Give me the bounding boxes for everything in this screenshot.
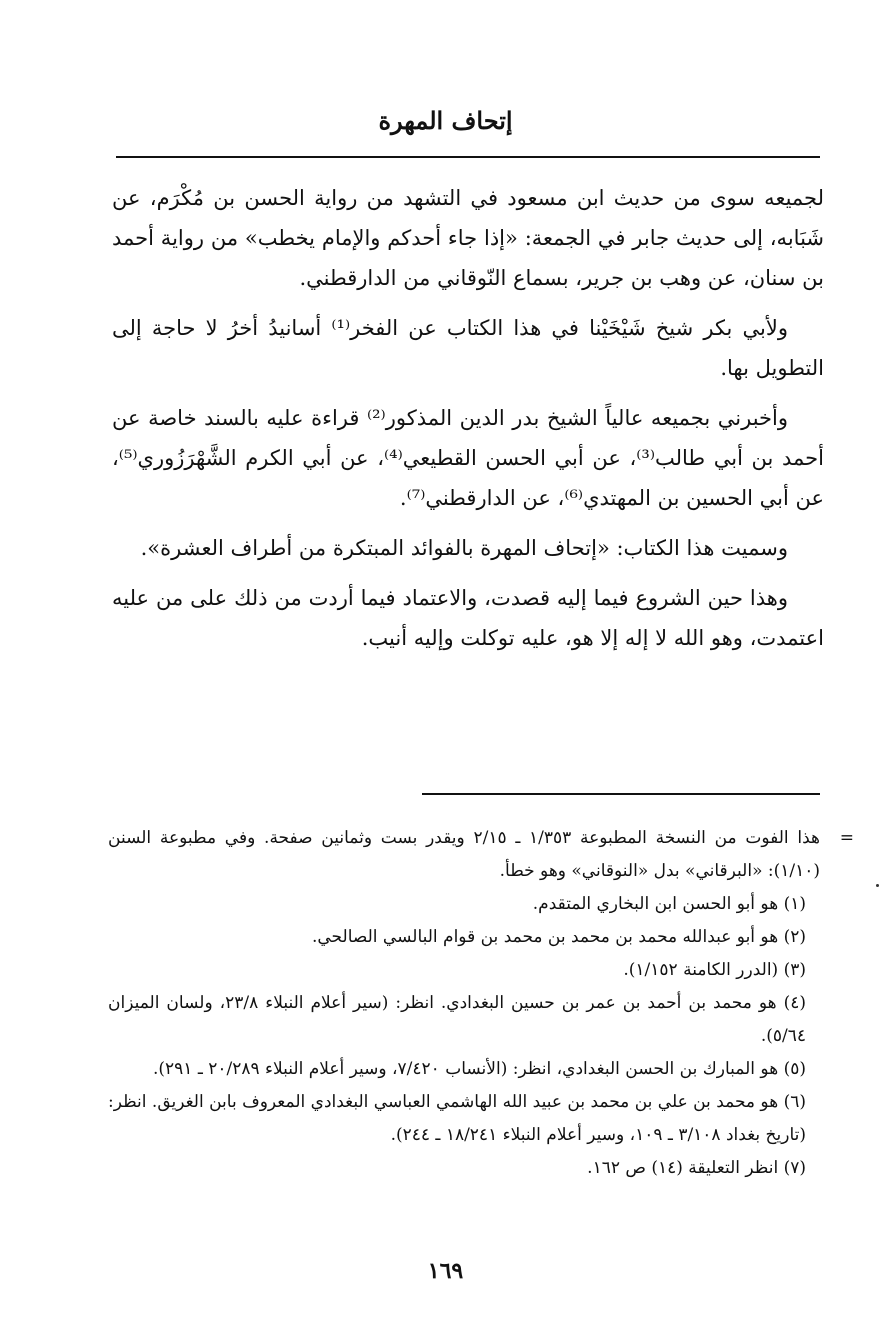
body-paragraph: وسميت هذا الكتاب: «إتحاف المهرة بالفوائد المبتكرة من أطراف العشرة».	[140, 536, 788, 560]
header-rule	[116, 156, 820, 158]
footnote-1: (١) هو أبو الحسن ابن البخاري المتقدم.	[532, 894, 806, 914]
footnote-6: (٦) هو محمد بن علي بن محمد بن عبيد الله الهاشمي العباسي البغدادي المعروف بابن الغريق. انظر: (تاريخ بغداد ٣/١٠٨ ـ ١٠٩، وسير أعلام النبلاء ١٨/٢٤١ ـ ٢٤٤).	[108, 1092, 806, 1145]
page-number: ١٦٩	[427, 1258, 464, 1284]
footnote-5: (٥) هو المبارك بن الحسن البغدادي، انظر: (الأنساب ٧/٤٢٠، وسير أعلام النبلاء ٢٠/٢٨٩ ـ ٢٩١).	[152, 1059, 806, 1079]
footnote-3: (٣) (الدرر الكامنة ١/١٥٢).	[623, 960, 806, 980]
main-text	[112, 178, 824, 668]
body-paragraph: وهذا حين الشروع فيما إليه قصدت، والاعتماد فيما أردت من ذلك على من عليه اعتمدت، وهو الله لا إله إلا هو، عليه توكلت وإليه أنيب.	[112, 586, 824, 650]
footnote-continuation	[108, 822, 854, 888]
running-title: إتحاف المهرة	[378, 106, 513, 135]
footnote-7: (٧) انظر التعليقة (١٤) ص ١٦٢.	[587, 1158, 806, 1178]
body-paragraph: لجميعه سوى من حديث ابن مسعود في التشهد من رواية الحسن بن مُكْرَم، عن شَبَابه، إلى حديث جابر في الجمعة: «إذا جاء أحدكم والإمام يخطب» من رواية أحمد بن سنان، عن وهب بن جرير، بسماع النّوقاني من الدارقطني.	[112, 186, 824, 290]
footnote-2: (٢) هو أبو عبدالله محمد بن محمد بن محمد بن قوام البالسي الصالحي.	[311, 927, 806, 947]
body-paragraph: ولأبي بكر شيخ شَيْخَيْنا في هذا الكتاب عن الفخر⁽¹⁾ أسانيدُ أخرُ لا حاجة إلى التطويل بها.	[112, 316, 824, 380]
footnote-rule	[422, 793, 820, 795]
body-paragraph: وأخبرني بجميعه عالياً الشيخ بدر الدين المذكور⁽²⁾ قراءة عليه بالسند خاصة عن أحمد بن أبي طالب⁽³⁾، عن أبي الحسن القطيعي⁽⁴⁾، عن أبي الكرم الشَّهْرَزُوري⁽⁵⁾، عن أبي الحسين بن المهتدي⁽⁶⁾، عن الدارقطني⁽⁷⁾.	[112, 406, 824, 510]
continuation-mark: =	[839, 828, 854, 848]
footnote-continuation-text: هذا الفوت من النسخة المطبوعة ١/٣٥٣ ـ ٢/١٥ ويقدر بست وثمانين صفحة. وفي مطبوعة السنن (١/١٠): «البرقاني» بدل «النوقاني» وهو خطأ.	[108, 828, 820, 881]
scan-speck	[876, 884, 879, 887]
footnotes	[108, 822, 854, 1185]
footnote-4: (٤) هو محمد بن أحمد بن عمر بن حسين البغدادي. انظر: (سير أعلام النبلاء ٢٣/٨، ولسان الميزان ٥/٦٤).	[108, 993, 806, 1046]
